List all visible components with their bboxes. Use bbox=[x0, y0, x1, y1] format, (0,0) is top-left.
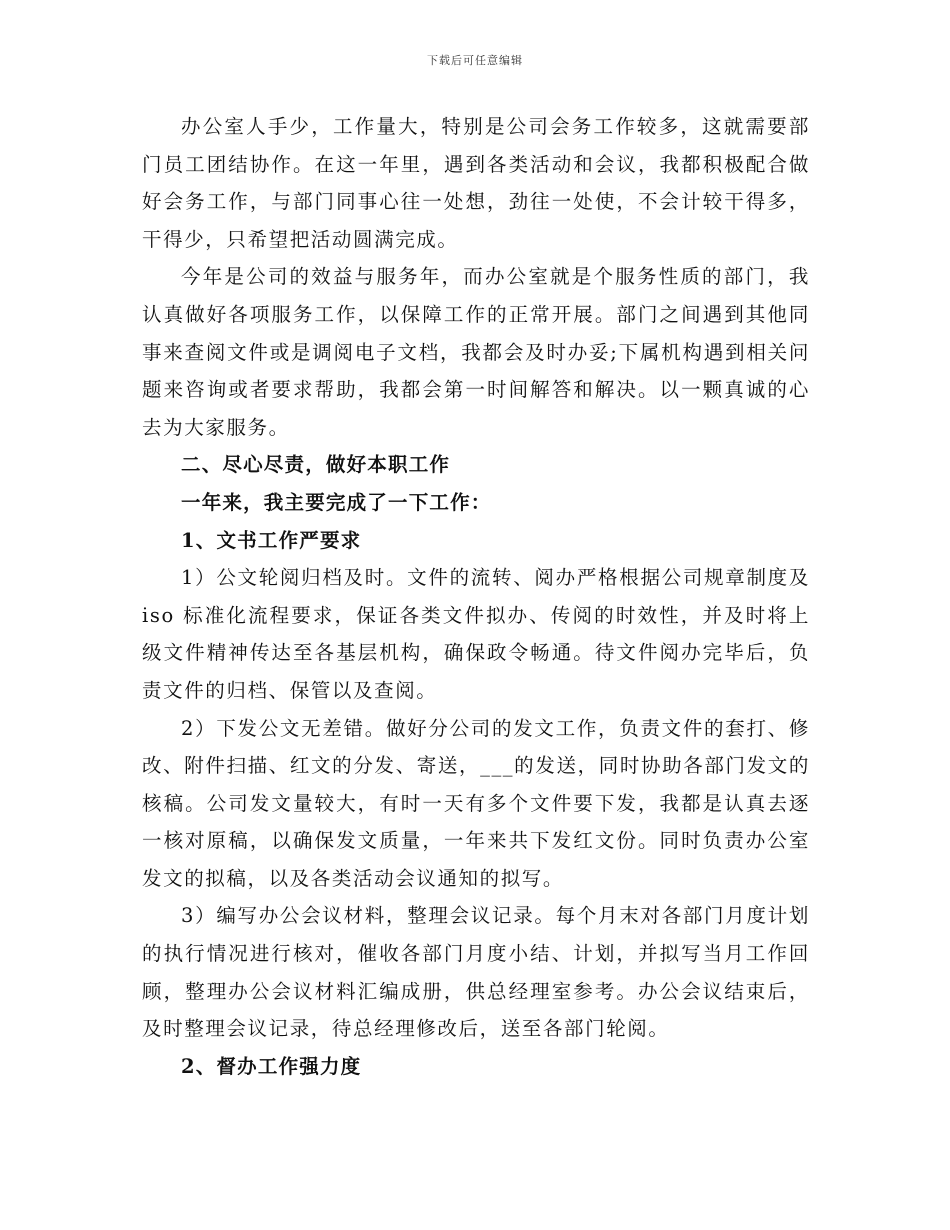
subheading-documents: 1、文书工作严要求 bbox=[181, 528, 362, 552]
document-body bbox=[142, 108, 810, 1085]
paragraph-meetings: 3）编写办公会议材料，整理会议记录。每个月末对各部门月度计划的执行情况进行核对，催收各部门月度小结、计划，并拟写当月工作回顾，整理办公会议材料汇编成册，供总经理室参考。办公会议结束后，及时整理会议记录，待总经理修改后，送至各部门轮阅。 bbox=[142, 904, 810, 1041]
subheading-year-work: 一年来，我主要完成了一下工作： bbox=[181, 490, 492, 514]
paragraph-issuing: 2）下发公文无差错。做好分公司的发文工作，负责文件的套打、修改、附件扫描、红文的分发、寄送，___的发送，同时协助各部门发文的核稿。公司发文量较大，有时一天有多个文件要下发，我都是认真去逐一核对原稿，以确保发文质量，一年来共下发红文份。同时负责办公室发文的拟稿，以及各类活动会议通知的拟写。 bbox=[142, 716, 810, 890]
paragraph-circulation: 1）公文轮阅归档及时。文件的流转、阅办严格根据公司规章制度及 iso 标准化流程要求，保证各类文件拟办、传阅的时效性，并及时将上级文件精神传达至各基层机构，确保政令畅通。待文件阅办完毕后，负责文件的归档、保管以及查阅。 bbox=[142, 566, 810, 702]
paragraph-service: 今年是公司的效益与服务年，而办公室就是个服务性质的部门，我认真做好各项服务工作，以保障工作的正常开展。部门之间遇到其他同事来查阅文件或是调阅电子文档，我都会及时办妥;下属机构遇到相关问题来咨询或者要求帮助，我都会第一时间解答和解决。以一颗真诚的心去为大家服务。 bbox=[142, 265, 810, 439]
section-heading-duties: 二、尽心尽责，做好本职工作 bbox=[181, 453, 451, 477]
page-header: 下载后可任意编辑 bbox=[427, 54, 523, 67]
subheading-supervision: 2、督办工作强力度 bbox=[181, 1054, 362, 1078]
paragraph-teamwork: 办公室人手少，工作量大，特别是公司会务工作较多，这就需要部门员工团结协作。在这一年里，遇到各类活动和会议，我都积极配合做好会务工作，与部门同事心往一处想，劲往一处使，不会计较干得多，干得少，只希望把活动圆满完成。 bbox=[142, 115, 810, 251]
